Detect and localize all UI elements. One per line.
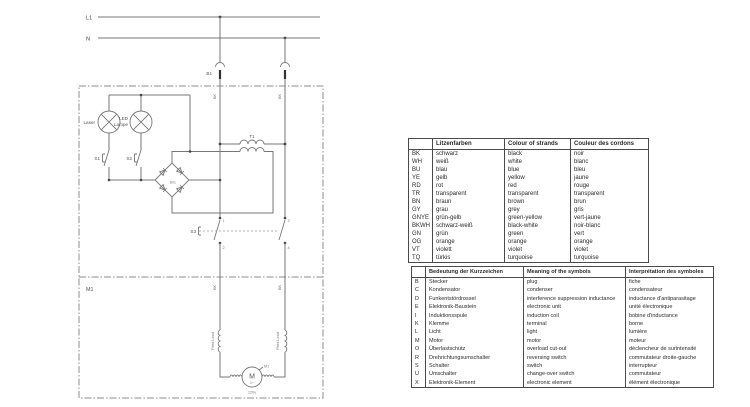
motor-phase-label: 1~ — [249, 381, 255, 385]
wire-color-french: brun — [571, 198, 649, 206]
symbol-german: Drehrichtungsumschalter — [426, 354, 524, 362]
symbol-code: K — [415, 321, 419, 328]
switch-s3-symbol — [190, 217, 289, 277]
symbol-german: Umschalter — [426, 370, 524, 378]
symbol-french: moteur — [626, 337, 714, 345]
s3-terminal-3: 3 — [287, 219, 290, 223]
symbol-code: C — [415, 287, 419, 294]
symbols-header-code — [412, 267, 426, 278]
symbol-english: light — [524, 328, 626, 336]
wire-color-code: BU — [412, 167, 421, 173]
wire-color-label-top-right: BK — [278, 93, 282, 99]
wire-color-french: rouge — [571, 182, 649, 190]
symbol-french: bobine d'inductance — [626, 312, 714, 320]
symbol-code: X — [415, 379, 419, 386]
l1-rail — [86, 16, 320, 22]
symbol-french: commutateur droite-gauche — [626, 354, 714, 362]
wire-color-code: BK — [412, 151, 421, 157]
symbol-french: condensateur — [626, 286, 714, 294]
symbol-meaning-row — [412, 286, 714, 294]
symbol-english: switch — [524, 362, 626, 370]
wire-color-row — [409, 198, 649, 206]
wire-color-code: WH — [412, 159, 422, 165]
symbol-english: condenser — [524, 286, 626, 294]
wire-color-label-bottom-left: BK — [213, 284, 217, 290]
lamp-circuit — [84, 94, 191, 182]
symbol-german: Licht — [426, 328, 524, 336]
wire-color-french: bleu — [571, 166, 649, 174]
wire-color-english: green — [505, 230, 571, 238]
wire-color-french: orange — [571, 238, 649, 246]
wire-color-english: orange — [505, 238, 571, 246]
symbol-code: M — [415, 337, 420, 344]
plug-connector-left — [206, 17, 224, 218]
wire-colors-header-row — [409, 139, 649, 150]
symbol-english: terminal — [524, 320, 626, 328]
wire-color-french: gris — [571, 206, 649, 214]
colors-header-en: Colour of strands — [505, 139, 571, 150]
choke-t1-symbol — [219, 134, 287, 152]
symbol-english: electronic unit — [524, 303, 626, 311]
wire-color-french: noir-blanc — [571, 222, 649, 230]
symbol-french: lumière — [626, 328, 714, 336]
symbol-code: O — [415, 346, 420, 353]
wire-color-german: grün — [433, 230, 505, 238]
wire-color-row — [409, 222, 649, 230]
symbol-english: reversing switch — [524, 354, 626, 362]
wire-color-row — [409, 246, 649, 254]
wire-colors-table-body — [409, 150, 649, 263]
wire-color-german: transparent — [433, 190, 505, 198]
symbol-german: Schalter — [426, 362, 524, 370]
wire-color-german: grau — [433, 206, 505, 214]
motor-circuit — [211, 277, 287, 395]
l1-rail-label: L1 — [86, 15, 93, 22]
wire-color-english: white — [505, 158, 571, 166]
symbol-english: induction coil — [524, 312, 626, 320]
symbol-meaning-row — [412, 379, 714, 388]
symbol-english: electronic element — [524, 379, 626, 388]
wire-color-english: black-white — [505, 222, 571, 230]
plug-connector-label: B1 — [206, 71, 212, 76]
led-lamp-symbol — [130, 111, 152, 133]
wire-colors-table — [408, 138, 648, 263]
wire-color-code: BN — [412, 199, 421, 205]
wire-color-code: RD — [412, 183, 421, 189]
wire-color-label-top-left: BK — [213, 93, 217, 99]
wire-color-english: grey — [505, 206, 571, 214]
wire-color-german: türkis — [433, 254, 505, 263]
wire-color-code: GN — [412, 231, 421, 237]
symbol-meaning-row — [412, 312, 714, 320]
symbol-german: Elektronik-Baustein — [426, 303, 524, 311]
symbol-german: Motor — [426, 337, 524, 345]
switch-s2-label: S2 — [126, 156, 132, 161]
wire-color-french: jaune — [571, 174, 649, 182]
wire-color-code: TR — [412, 191, 420, 197]
wire-color-german: gelb — [433, 174, 505, 182]
symbol-german: Elektronik-Element — [426, 379, 524, 388]
colors-header-de: Litzenfarben — [433, 139, 505, 150]
colors-header-code — [409, 139, 433, 150]
wire-color-german: violett — [433, 246, 505, 254]
led-lamp-label-line1: LED — [119, 116, 128, 121]
wire-color-row — [409, 182, 649, 190]
wire-color-english: turquoise — [505, 254, 571, 263]
choke-t1-label: T1 — [249, 134, 255, 139]
symbol-english: motor — [524, 337, 626, 345]
switch-s1-symbol — [103, 133, 110, 180]
symbol-meaning-row — [412, 337, 714, 345]
wire-color-french: turquoise — [571, 254, 649, 263]
wire-color-french: blanc — [571, 158, 649, 166]
symbol-code: S — [415, 363, 419, 370]
symbol-code: B — [415, 279, 419, 285]
n-rail-label: N — [86, 36, 91, 43]
s3-terminal-1: 1 — [222, 219, 225, 223]
wire-color-code: BKWH — [412, 223, 430, 229]
symbol-german: Induktionsspule — [426, 312, 524, 320]
colors-header-fr: Couleur des cordons — [571, 139, 649, 150]
symbol-code: U — [415, 371, 419, 378]
wire-color-german: schwarz-weiß — [433, 222, 505, 230]
wire-color-code: TQ — [412, 255, 421, 261]
field-coil-left-label: Field Lead — [211, 332, 215, 350]
wire-color-row — [409, 214, 649, 222]
wire-color-row — [409, 254, 649, 263]
symbol-german: Überlastschutz — [426, 345, 524, 353]
wire-color-code: OG — [412, 239, 422, 245]
wire-color-label-bottom-right: BK — [278, 284, 282, 290]
bridge-rectifier-symbol — [155, 95, 273, 213]
field-coil-left — [218, 330, 220, 352]
symbol-french: élément électronique — [626, 379, 714, 388]
wire-color-german: schwarz — [433, 150, 505, 159]
symbol-meanings-table-body — [412, 278, 714, 388]
symbols-header-fr: Interprétation des symboles — [626, 267, 714, 278]
symbol-english: overload cut-out — [524, 345, 626, 353]
wire-color-code: YE — [412, 175, 421, 181]
motor-box-label: M1 — [86, 287, 94, 293]
symbol-german: Kondensator — [426, 286, 524, 294]
laser-lamp-label: Laser — [83, 120, 95, 125]
wire-color-code: GY — [412, 207, 421, 213]
motor-voltage-label: 120v — [247, 390, 257, 395]
symbol-meaning-row — [412, 278, 714, 287]
symbol-meaning-row — [412, 362, 714, 370]
armature-winding-right — [262, 375, 274, 377]
wire-color-english: green-yellow — [505, 214, 571, 222]
symbol-meaning-row — [412, 345, 714, 353]
wire-color-row — [409, 230, 649, 238]
symbol-code: E — [415, 304, 419, 311]
wire-color-english: black — [505, 150, 571, 159]
symbol-code: I — [415, 312, 417, 319]
wire-color-code: VT — [412, 247, 420, 253]
wire-color-german: grün-gelb — [433, 214, 505, 222]
wire-color-german: braun — [433, 198, 505, 206]
motor-ref-label: M1 — [264, 364, 270, 369]
symbol-meaning-row — [412, 328, 714, 336]
wire-color-code: GNYE — [412, 215, 430, 221]
symbol-german: Klemme — [426, 320, 524, 328]
wire-color-row — [409, 238, 649, 246]
s3-terminal-4: 4 — [287, 246, 290, 250]
switch-s1-label: S1 — [94, 156, 100, 161]
symbol-code: D — [415, 295, 419, 302]
symbol-meaning-row — [412, 354, 714, 362]
wire-color-row — [409, 150, 649, 159]
symbol-french: inductance d'antiparasitage — [626, 295, 714, 303]
symbol-code: L — [415, 329, 419, 336]
wire-color-french: vert-jaune — [571, 214, 649, 222]
motor-symbol — [242, 365, 269, 395]
wire-color-row — [409, 206, 649, 214]
plug-connector-right — [281, 38, 290, 218]
wire-color-english: blue — [505, 166, 571, 174]
wire-color-french: transparent — [571, 190, 649, 198]
symbols-header-en: Meaning of the symbols — [524, 267, 626, 278]
switch-s2-symbol — [135, 133, 142, 180]
symbol-german: Stecker — [426, 278, 524, 287]
symbol-meaning-row — [412, 370, 714, 378]
symbol-meaning-row — [412, 303, 714, 311]
wire-color-row — [409, 174, 649, 182]
wire-color-french: noir — [571, 150, 649, 159]
symbols-header-de: Bedeutung der Kurzzeichen — [426, 267, 524, 278]
wire-color-english: yellow — [505, 174, 571, 182]
armature-winding-left — [230, 375, 242, 377]
wire-color-german: rot — [433, 182, 505, 190]
wire-color-row — [409, 166, 649, 174]
wire-color-french: vert — [571, 230, 649, 238]
wire-color-row — [409, 158, 649, 166]
symbol-french: commutateur — [626, 370, 714, 378]
wire-color-german: weiß — [433, 158, 505, 166]
symbol-french: borne — [626, 320, 714, 328]
wire-color-row — [409, 190, 649, 198]
wire-color-english: transparent — [505, 190, 571, 198]
symbol-french: fiche — [626, 278, 714, 287]
symbol-meanings-header-row — [412, 267, 714, 278]
symbol-french: unité électronique — [626, 303, 714, 311]
symbol-meanings-table — [411, 266, 713, 388]
wire-color-english: violet — [505, 246, 571, 254]
symbol-english: change-over switch — [524, 370, 626, 378]
symbol-english: plug — [524, 278, 626, 287]
wire-color-english: brown — [505, 198, 571, 206]
symbol-french: interrupteur — [626, 362, 714, 370]
motor-letter: M — [249, 373, 255, 381]
wire-color-english: red — [505, 182, 571, 190]
s3-terminal-2: 2 — [222, 246, 225, 250]
wire-color-french: violet — [571, 246, 649, 254]
symbol-french: déclencheur de surintensité — [626, 345, 714, 353]
symbol-meaning-row — [412, 295, 714, 303]
switch-s3-label: S3 — [190, 229, 196, 234]
field-coil-right — [285, 330, 287, 352]
symbol-german: Funkentstördrossel — [426, 295, 524, 303]
wire-color-german: blau — [433, 166, 505, 174]
field-coil-right-label: Field Lead — [276, 332, 280, 350]
symbol-meaning-row — [412, 320, 714, 328]
led-lamp-label-line2: Lampe — [113, 122, 128, 127]
bridge-rectifier-label: Br1 — [170, 180, 176, 185]
symbol-code: R — [415, 354, 419, 361]
symbol-english: interference suppression inductance — [524, 295, 626, 303]
wire-color-german: orange — [433, 238, 505, 246]
